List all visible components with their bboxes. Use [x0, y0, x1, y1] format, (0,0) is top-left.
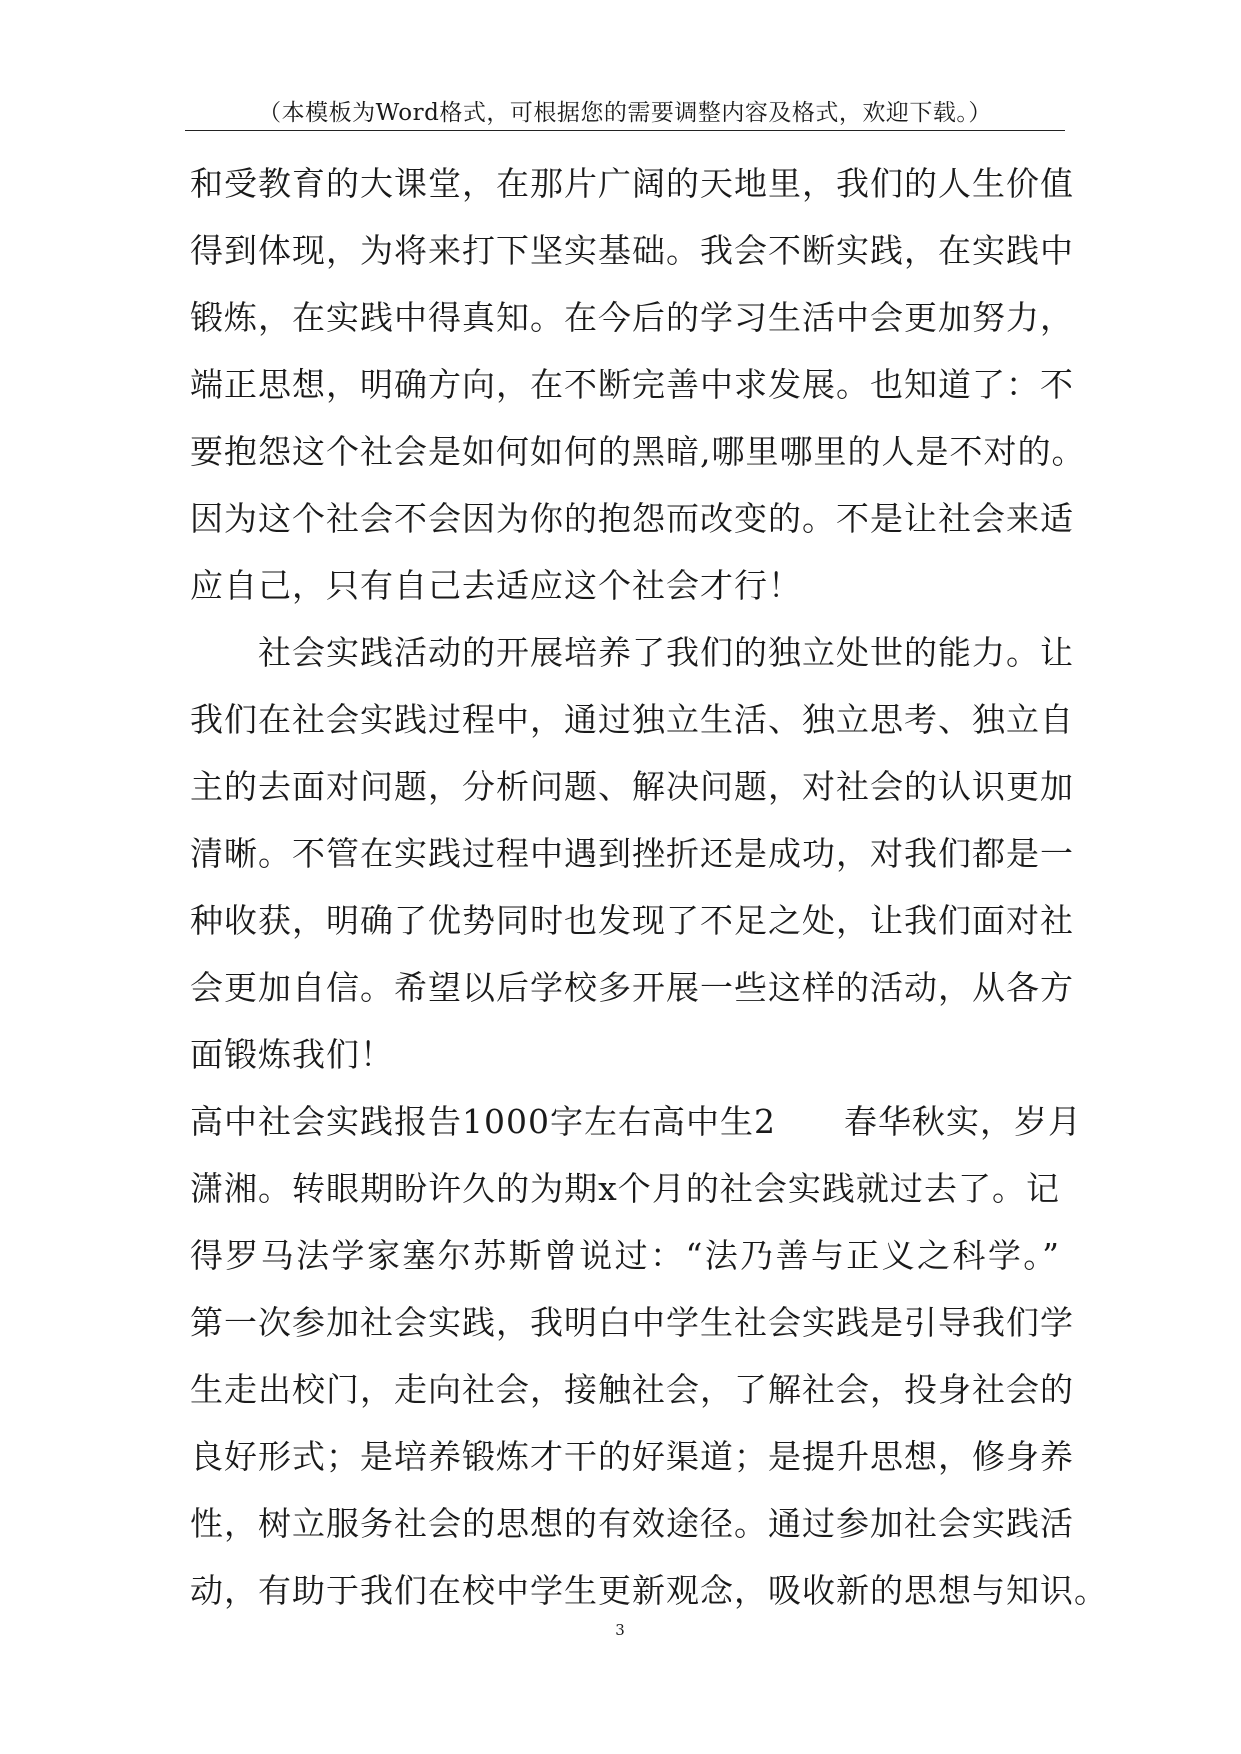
text-line: 动，有助于我们在校中学生更新观念，吸收新的思想与知识。: [190, 1571, 1108, 1610]
section-heading-line: 高中社会实践报告1000字左右高中生2 春华秋实，岁月: [190, 1102, 1082, 1141]
text-line: 生走出校门，走向社会，接触社会，了解社会，投身社会的: [190, 1370, 1074, 1409]
text-line: 端正思想，明确方向，在不断完善中求发展。也知道了：不: [190, 365, 1074, 404]
text-line: 良好形式；是培养锻炼才干的好渠道；是提升思想，修身养: [190, 1437, 1074, 1476]
text-line: 性，树立服务社会的思想的有效途径。通过参加社会实践活: [190, 1504, 1074, 1543]
template-notice-header: （本模板为Word格式，可根据您的需要调整内容及格式，欢迎下载。）: [258, 100, 992, 126]
paragraph-2: [190, 619, 1074, 1088]
text-line: 主的去面对问题，分析问题、解决问题，对社会的认识更加: [190, 767, 1074, 806]
text-line: 种收获，明确了优势同时也发现了不足之处，让我们面对社: [190, 901, 1074, 940]
text-line: 清晰。不管在实践过程中遇到挫折还是成功，对我们都是一: [190, 834, 1074, 873]
text-line: 要抱怨这个社会是如何如何的黑暗,哪里哪里的人是不对的。: [190, 432, 1086, 471]
text-line: 得到体现，为将来打下坚实基础。我会不断实践，在实践中: [190, 231, 1074, 270]
text-line: 因为这个社会不会因为你的抱怨而改变的。不是让社会来适: [190, 499, 1074, 538]
header-divider: [185, 130, 1065, 131]
paragraph-3: [190, 1088, 1108, 1624]
text-line: 社会实践活动的开展培养了我们的独立处世的能力。让: [258, 633, 1074, 672]
paragraph-1: [190, 150, 1086, 619]
text-line: 会更加自信。希望以后学校多开展一些这样的活动，从各方: [190, 968, 1074, 1007]
text-line: 应自己，只有自己去适应这个社会才行！: [190, 566, 802, 605]
text-line: 得罗马法学家塞尔苏斯曾说过：“法乃善与正义之科学。”: [190, 1236, 1060, 1275]
text-line: 我们在社会实践过程中，通过独立生活、独立思考、独立自: [190, 700, 1074, 739]
text-line: 锻炼，在实践中得真知。在今后的学习生活中会更加努力，: [190, 298, 1074, 337]
text-line: 和受教育的大课堂，在那片广阔的天地里，我们的人生价值: [190, 164, 1074, 203]
text-line: 面锻炼我们！: [190, 1035, 394, 1074]
document-body: [190, 150, 1108, 1624]
text-line: 潇湘。转眼期盼许久的为期x个月的社会实践就过去了。记: [190, 1169, 1060, 1208]
text-line: 第一次参加社会实践，我明白中学生社会实践是引导我们学: [190, 1303, 1074, 1342]
page-number: 3: [615, 1621, 625, 1639]
